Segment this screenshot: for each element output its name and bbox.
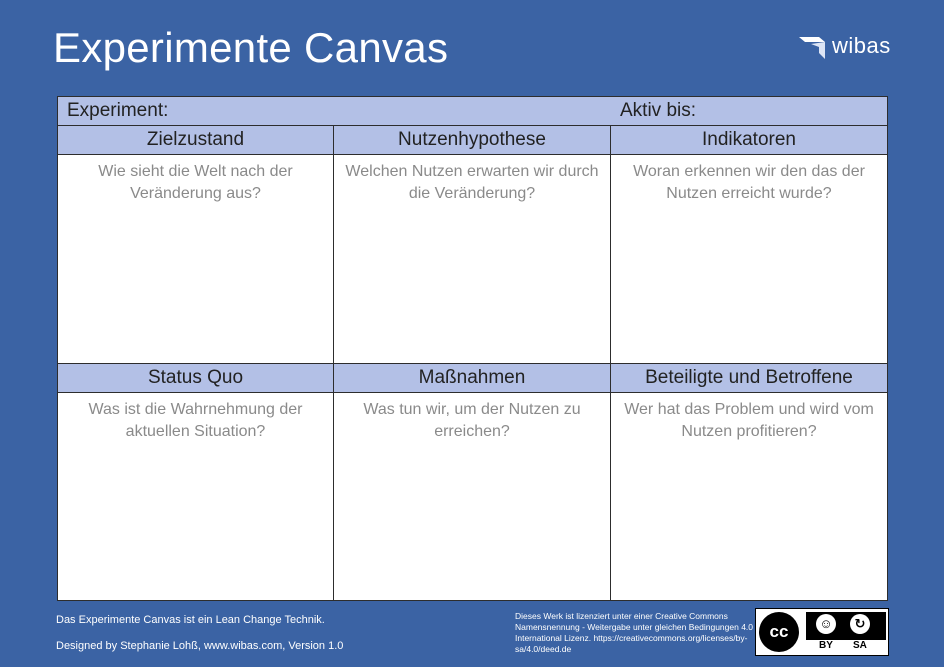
wibas-logo: [799, 33, 891, 59]
cell-heading: Nutzenhypothese: [334, 126, 610, 155]
cell-heading: Maßnahmen: [334, 364, 610, 393]
cell-question: Wie sieht die Welt nach der Veränderung aus?: [98, 163, 293, 202]
cell-zielzustand: [58, 126, 334, 364]
experiment-canvas: [57, 96, 888, 601]
attribution-icon: ☺: [816, 614, 836, 634]
cell-question: Was tun wir, um der Nutzen zu erreichen?: [363, 401, 581, 440]
cell-question: Was ist die Wahrnehmung der aktuellen Situation?: [88, 401, 303, 440]
footer-note: Das Experimente Canvas ist ein Lean Change Technik.: [56, 614, 325, 626]
cell-nutzenhypothese: [334, 126, 611, 364]
cell-massnahmen: [334, 364, 611, 600]
logo-text: wibas: [832, 33, 891, 58]
footer-credit: Designed by Stephanie Lohß, www.wibas.com, Version 1.0: [56, 640, 344, 652]
cell-heading: Indikatoren: [611, 126, 887, 155]
cell-status-quo: [58, 364, 334, 600]
experiment-bar: [58, 97, 887, 126]
cell-heading: Zielzustand: [58, 126, 333, 155]
cell-question: Welchen Nutzen erwarten wir durch die Veränderung?: [345, 163, 599, 202]
active-until-label: Aktiv bis:: [620, 100, 697, 121]
badge-labels: [806, 640, 886, 652]
page-title: Experimente Canvas: [53, 24, 449, 71]
cell-heading: Beteiligte und Betroffene: [611, 364, 887, 393]
cell-indikatoren: [611, 126, 887, 364]
wibas-logo-icon: [799, 33, 825, 59]
badge-by-label: BY: [819, 640, 833, 651]
share-alike-icon: ↻: [850, 614, 870, 634]
creative-commons-icon: cc: [759, 612, 799, 652]
license-text: Dieses Werk ist lizenziert unter einer Creative Commons Namensnennung - Weitergabe unter gleichen Bedingungen 4.0 International Lizenz. https://creativecommons.org/licenses/by-sa/4.0/deed.de: [515, 611, 754, 654]
cell-question: Wer hat das Problem und wird vom Nutzen profitieren?: [624, 401, 874, 440]
cc-by-sa-badge[interactable]: [755, 608, 889, 656]
badge-sa-label: SA: [853, 640, 867, 651]
cell-question: Woran erkennen wir den das der Nutzen erreicht wurde?: [633, 163, 865, 202]
experiment-label: Experiment:: [67, 100, 169, 121]
badge-strip: [806, 612, 886, 652]
cell-beteiligte: [611, 364, 887, 600]
cell-heading: Status Quo: [58, 364, 333, 393]
